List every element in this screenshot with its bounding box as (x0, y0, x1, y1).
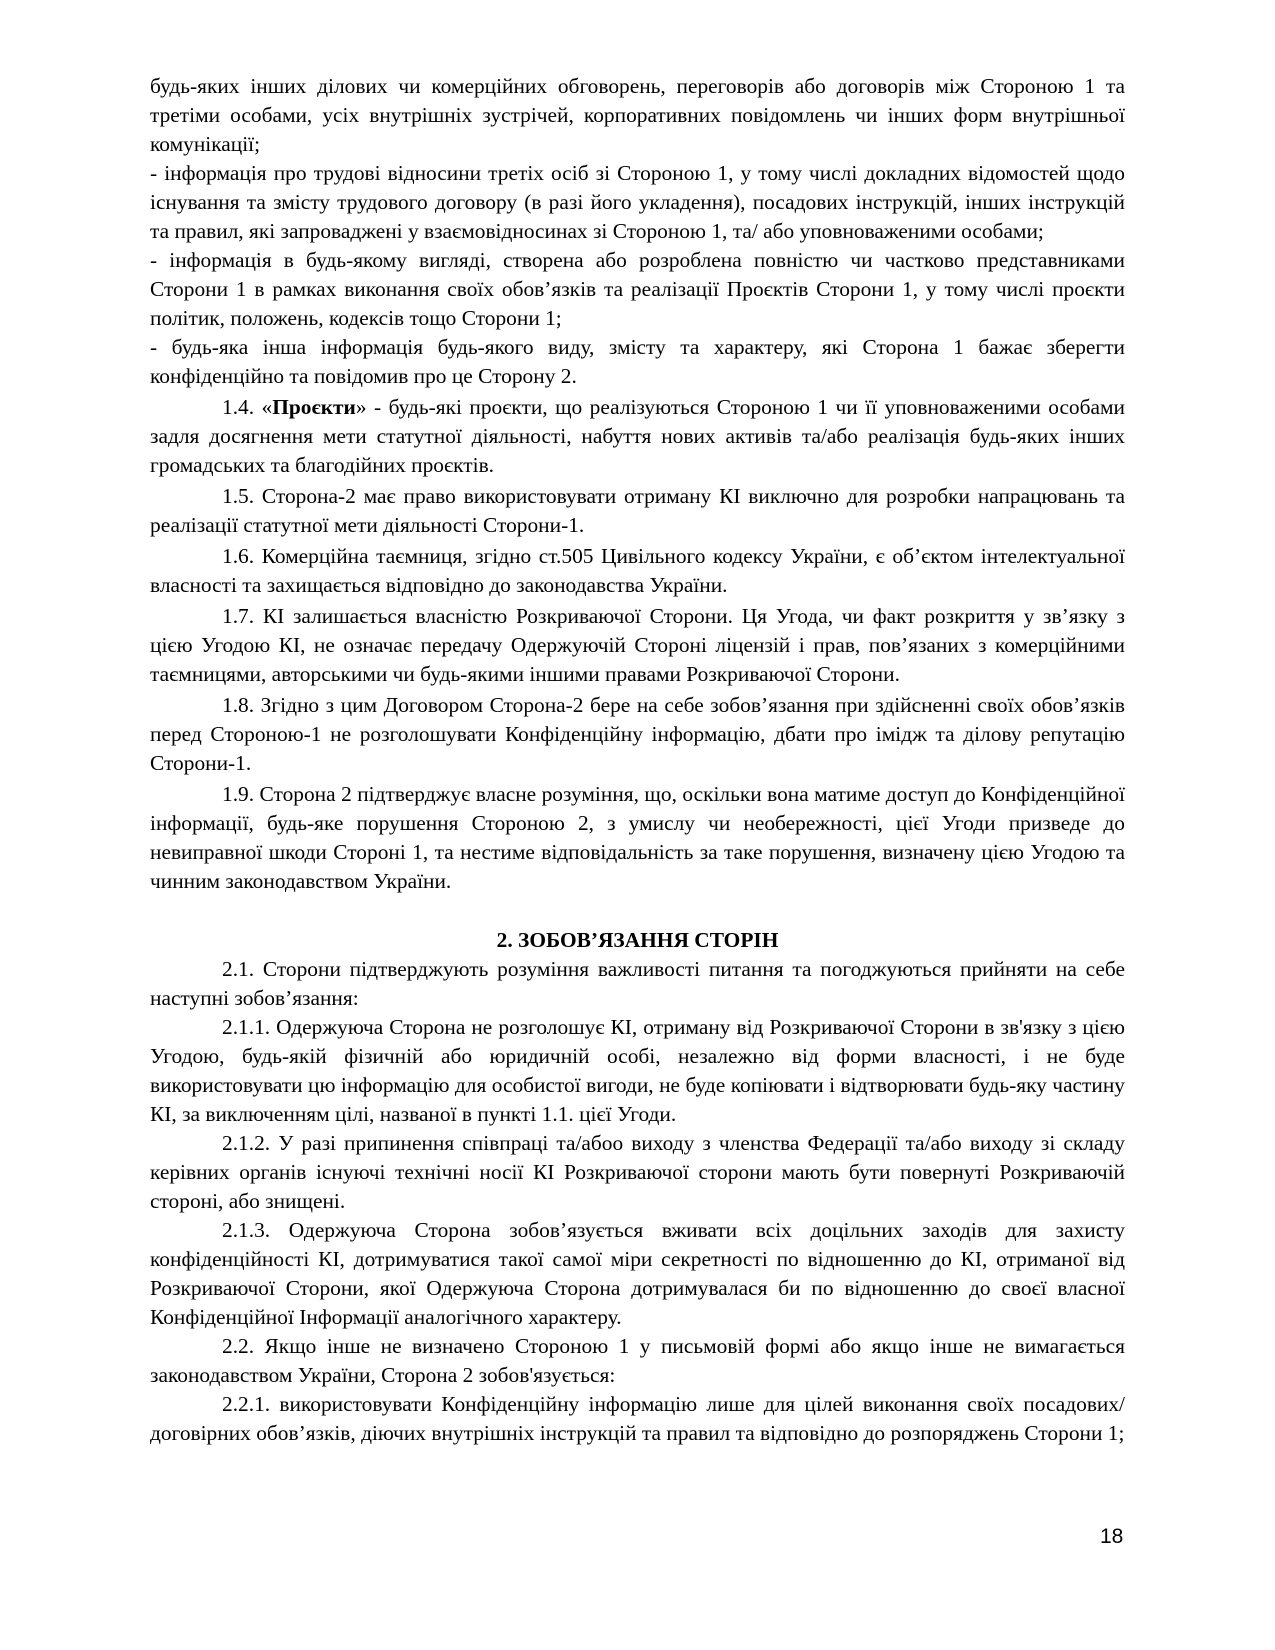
clause-2-2: 2.2. Якщо інше не визначено Стороною 1 у письмовій формі або якщо інше не вимагається законодавством України, Сторона 2 зобов'язується: (150, 1334, 1125, 1387)
clause-1-5: 1.5. Сторона-2 має право використовувати отриману КІ виключно для розробки напрацювань та реалізації статутної мети діяльності Сторони-1. (150, 484, 1125, 537)
document-page (150, 72, 1125, 1448)
clause-1-4-term: Проєкти (272, 395, 356, 419)
clause-2-1-2: 2.1.2. У разі припинення співпраці та/абоо виходу з членства Федерації та/або виходу зі складу керівних органів існуючі технічні носії КІ Розкриваючої сторони мають бути повернуті Розкриваючій стороні, або знищені. (150, 1131, 1125, 1213)
list-item-created-information: - інформація в будь-якому вигляді, створена або розроблена повністю чи частково представниками Сторони 1 в рамках виконання своїх обов’язків та реалізації Проєктів Сторони 1, у тому числі проєкти політик, положень, кодексів тощо Сторони 1; (150, 248, 1125, 330)
clause-1-4 (150, 393, 1125, 480)
clause-1-8: 1.8. Згідно з цим Договором Сторона-2 бере на себе зобов’язання при здійсненні своїх обов’язків перед Стороною-1 не розголошувати Конфіденційну інформацію, дбати про імідж та ділову репутацію Сторони-1. (150, 693, 1125, 775)
clause-1-7: 1.7. КІ залишається власністю Розкриваючої Сторони. Ця Угода, чи факт розкриття у зв’язку з цією Угодою КІ, не означає передачу Одержуючій Стороні ліцензій і прав, пов’язаних з комерційними таємницями, авторськими чи будь-якими іншими правами Розкриваючої Сторони. (150, 604, 1125, 686)
clause-1-4-text: » - будь-які проєкти, що реалізуються Стороною 1 чи її уповноваженими особами задля досягнення мети статутної діяльності, набуття нових активів та/або реалізація будь-яких інших громадських та благодійних проєктів. (150, 395, 1125, 477)
clause-1-4-prefix: 1.4. « (222, 395, 273, 419)
list-item-other-information: - будь-яка інша інформація будь-якого виду, змісту та характеру, які Сторона 1 бажає зберегти конфіденційно та повідомив про це Сторону 2. (150, 335, 1125, 388)
clause-2-2-1: 2.2.1. використовувати Конфіденційну інформацію лише для цілей виконання своїх посадових/договірних обов’язків, діючих внутрішніх інструкцій та правил та відповідно до розпоряджень Сторони 1; (150, 1392, 1125, 1445)
page-number: 18 (1100, 1525, 1124, 1548)
clause-2-1: 2.1. Сторони підтверджують розуміння важливості питання та погоджуються прийняти на себе наступні зобов’язання: (150, 957, 1125, 1010)
paragraph-continuation: будь-яких інших ділових чи комерційних обговорень, переговорів або договорів між Стороною 1 та третіми особами, усіх внутрішніх зустрічей, корпоративних повідомлень чи інших форм внутрішньої комунікації; (150, 74, 1125, 156)
clause-2-1-1: 2.1.1. Одержуюча Сторона не розголошує КІ, отриману від Розкриваючої Сторони в зв'язку з цією Угодою, будь-якій фізичній або юридичній особі, незалежно від форми власності, і не буде використовувати цю інформацію для особистої вигоди, не буде копіювати і відтворювати будь-яку частину КІ, за виключенням цілі, названої в пункті 1.1. цієї Угоди. (150, 1015, 1125, 1126)
section-2-heading: 2. ЗОБОВ’ЯЗАННЯ СТОРІН (496, 928, 779, 952)
list-item-labor-relations: - інформація про трудові відносини третіх осіб зі Стороною 1, у тому числі докладних відомостей щодо існування та змісту трудового договору (в разі його укладення), посадових інструкцій, інших інструкцій та правил, які запроваджені у взаємовідносинах зі Стороною 1, та/ або уповноваженими особами; (150, 161, 1125, 243)
clause-2-1-3: 2.1.3. Одержуюча Сторона зобов’язується вживати всіх доцільних заходів для захисту конфіденційності КІ, дотримуватися такої самої міри секретності по відношенню до КІ, отриманої від Розкриваючої Сторони, якої Одержуюча Сторона дотримувалася би по відношенню до своєї власної Конфіденційної Інформації аналогічного характеру. (150, 1218, 1125, 1329)
clause-1-6: 1.6. Комерційна таємниця, згідно ст.505 Цивільного кодексу України, є об’єктом інтелектуальної власності та захищається відповідно до законодавства України. (150, 544, 1125, 597)
clause-1-9: 1.9. Сторона 2 підтверджує власне розуміння, що, оскільки вона матиме доступ до Конфіденційної інформації, будь-яке порушення Стороною 2, з умислу чи необережності, цієї Угоди призведе до невиправної шкоди Стороні 1, та нестиме відповідальність за таке порушення, визначену цією Угодою та чинним законодавством України. (150, 782, 1125, 893)
